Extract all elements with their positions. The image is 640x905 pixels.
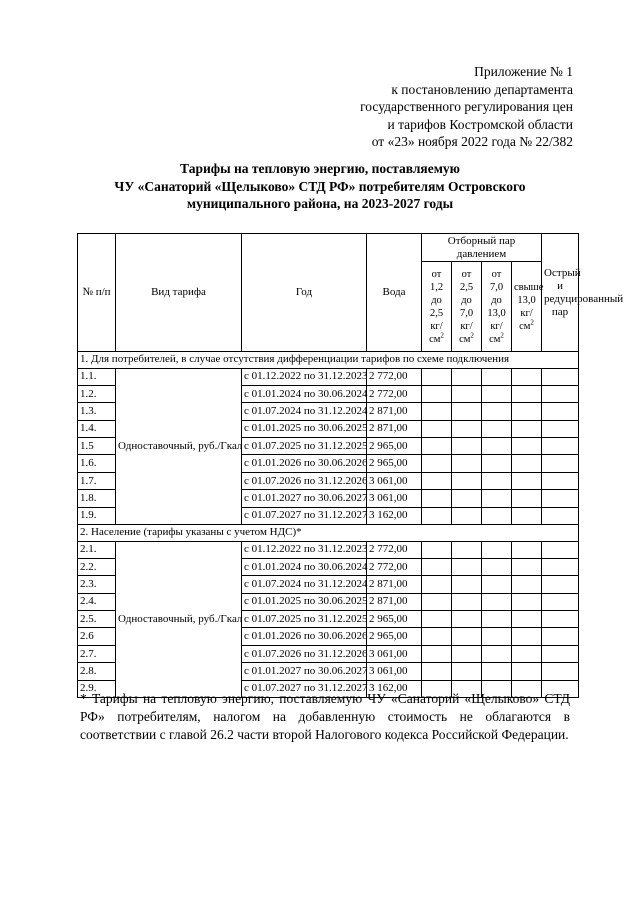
empty-cell — [482, 420, 512, 437]
empty-cell — [452, 558, 482, 575]
empty-cell — [422, 403, 452, 420]
empty-cell — [512, 558, 542, 575]
row-number: 1.2. — [78, 385, 116, 402]
empty-cell — [512, 507, 542, 524]
row-water-value: 2 965,00 — [367, 455, 422, 472]
row-period: с 01.07.2027 по 31.12.2027 — [242, 680, 367, 697]
row-water-value: 2 871,00 — [367, 420, 422, 437]
row-number: 2.6 — [78, 628, 116, 645]
empty-cell — [452, 593, 482, 610]
empty-cell — [482, 490, 512, 507]
appendix-line: Приложение № 1 — [474, 64, 573, 79]
empty-cell — [482, 403, 512, 420]
table-row — [78, 541, 579, 558]
empty-cell — [452, 385, 482, 402]
row-number: 2.1. — [78, 541, 116, 558]
empty-cell — [452, 403, 482, 420]
appendix-line: к постановлению департамента — [391, 81, 573, 97]
row-number: 2.2. — [78, 558, 116, 575]
empty-cell — [452, 455, 482, 472]
empty-cell — [482, 438, 512, 455]
table-row — [78, 368, 579, 385]
table-body — [78, 352, 579, 698]
empty-cell — [512, 490, 542, 507]
header-kind: Вид тарифа — [116, 234, 242, 352]
empty-cell — [452, 507, 482, 524]
row-number: 1.7. — [78, 472, 116, 489]
empty-cell — [482, 541, 512, 558]
empty-cell — [482, 368, 512, 385]
empty-cell — [482, 611, 512, 628]
empty-cell — [482, 628, 512, 645]
row-period: с 01.07.2025 по 31.12.2025 — [242, 611, 367, 628]
row-number: 1.3. — [78, 403, 116, 420]
empty-cell — [512, 472, 542, 489]
tariff-kind: Одноставочный, руб./Гкал — [116, 368, 242, 525]
row-water-value: 3 162,00 — [367, 680, 422, 697]
empty-cell — [452, 368, 482, 385]
row-number: 2.5. — [78, 611, 116, 628]
header-sharp-steam: Острый и редуцированный пар — [542, 234, 579, 352]
empty-cell — [542, 455, 579, 472]
empty-cell — [422, 385, 452, 402]
empty-cell — [482, 576, 512, 593]
empty-cell — [512, 438, 542, 455]
empty-cell — [452, 472, 482, 489]
empty-cell — [542, 507, 579, 524]
row-period: с 01.01.2024 по 30.06.2024 — [242, 558, 367, 575]
title-line: Тарифы на тепловую энергию, поставляемую — [180, 161, 460, 176]
empty-cell — [542, 593, 579, 610]
tariff-table — [77, 233, 624, 698]
section-title: 2. Население (тарифы указаны с учетом НДС)* — [78, 525, 579, 542]
tariff-kind: Одноставочный, руб./Гкал — [116, 541, 242, 698]
row-number: 2.8. — [78, 663, 116, 680]
empty-cell — [422, 490, 452, 507]
empty-cell — [452, 611, 482, 628]
empty-cell — [542, 438, 579, 455]
header-steam-group: Отборный пар давлением — [422, 234, 542, 262]
row-number: 1.5 — [78, 438, 116, 455]
empty-cell — [542, 611, 579, 628]
row-number: 1.9. — [78, 507, 116, 524]
header-steam-3: от 7,0 до 13,0 $кг/см^2$ — [482, 262, 512, 352]
empty-cell — [542, 663, 579, 680]
empty-cell — [422, 628, 452, 645]
empty-cell — [512, 455, 542, 472]
empty-cell — [482, 385, 512, 402]
empty-cell — [542, 541, 579, 558]
empty-cell — [422, 593, 452, 610]
row-number: 2.3. — [78, 576, 116, 593]
empty-cell — [542, 490, 579, 507]
row-number: 2.9. — [78, 680, 116, 697]
empty-cell — [422, 420, 452, 437]
empty-cell — [452, 576, 482, 593]
empty-cell — [452, 490, 482, 507]
footnote: * Тарифы на тепловую энергию, поставляемую ЧУ «Санаторий «Щелыково» СТД РФ» потребителям, налогом на добавленную стоимость не облагаются в соответствии с главой 26.2 части второй Налогового кодекса Российской Федерации. — [80, 691, 570, 742]
empty-cell — [422, 438, 452, 455]
row-water-value: 2 965,00 — [367, 628, 422, 645]
empty-cell — [512, 576, 542, 593]
header-water: Вода — [367, 234, 422, 352]
empty-cell — [422, 611, 452, 628]
row-period: с 01.07.2024 по 31.12.2024 — [242, 403, 367, 420]
header-steam-4: свыше 13,0 $кг/см^2$ — [512, 262, 542, 352]
section-row — [78, 525, 579, 542]
row-water-value: 3 061,00 — [367, 472, 422, 489]
empty-cell — [512, 628, 542, 645]
empty-cell — [542, 576, 579, 593]
empty-cell — [542, 403, 579, 420]
row-period: с 01.01.2026 по 30.06.2026 — [242, 628, 367, 645]
empty-cell — [542, 472, 579, 489]
row-water-value: 2 871,00 — [367, 576, 422, 593]
row-number: 1.6. — [78, 455, 116, 472]
row-number: 2.7. — [78, 645, 116, 662]
section-row — [78, 352, 579, 369]
row-period: с 01.01.2027 по 30.06.2027 — [242, 663, 367, 680]
row-water-value: 2 772,00 — [367, 558, 422, 575]
row-number: 2.4. — [78, 593, 116, 610]
row-water-value: 3 061,00 — [367, 663, 422, 680]
appendix-line: от «23» ноября 2022 года № 22/382 — [371, 134, 573, 149]
row-water-value: 2 871,00 — [367, 403, 422, 420]
empty-cell — [482, 472, 512, 489]
empty-cell — [482, 455, 512, 472]
row-period: с 01.07.2026 по 31.12.2026 — [242, 472, 367, 489]
empty-cell — [542, 645, 579, 662]
row-period: с 01.12.2022 по 31.12.2023 — [242, 368, 367, 385]
empty-cell — [512, 541, 542, 558]
empty-cell — [482, 507, 512, 524]
empty-cell — [452, 541, 482, 558]
empty-cell — [452, 628, 482, 645]
empty-cell — [512, 663, 542, 680]
empty-cell — [422, 507, 452, 524]
empty-cell — [452, 438, 482, 455]
row-period: с 01.12.2022 по 31.12.2023 — [242, 541, 367, 558]
row-water-value: 2 965,00 — [367, 438, 422, 455]
appendix-line: и тарифов Костромской области — [387, 116, 573, 132]
title-line: муниципального района, на 2023-2027 годы — [186, 196, 454, 211]
row-period: с 01.01.2024 по 30.06.2024 — [242, 385, 367, 402]
header-steam-1: от 1,2 до 2,5 $кг/см^2$ — [422, 262, 452, 352]
empty-cell — [452, 420, 482, 437]
row-water-value: 2 965,00 — [367, 611, 422, 628]
row-period: с 01.07.2025 по 31.12.2025 — [242, 438, 367, 455]
row-period: с 01.07.2027 по 31.12.2027 — [242, 507, 367, 524]
header-num: № п/п — [78, 234, 116, 352]
empty-cell — [422, 558, 452, 575]
empty-cell — [512, 403, 542, 420]
row-water-value: 2 871,00 — [367, 593, 422, 610]
row-water-value: 2 772,00 — [367, 541, 422, 558]
row-period: с 01.07.2026 по 31.12.2026 — [242, 645, 367, 662]
empty-cell — [482, 645, 512, 662]
empty-cell — [512, 368, 542, 385]
row-water-value: 2 772,00 — [367, 368, 422, 385]
empty-cell — [482, 558, 512, 575]
row-water-value: 2 772,00 — [367, 385, 422, 402]
row-water-value: 3 162,00 — [367, 507, 422, 524]
empty-cell — [512, 611, 542, 628]
empty-cell — [512, 385, 542, 402]
empty-cell — [542, 420, 579, 437]
empty-cell — [452, 663, 482, 680]
empty-cell — [422, 663, 452, 680]
row-water-value: 3 061,00 — [367, 490, 422, 507]
row-period: с 01.07.2024 по 31.12.2024 — [242, 576, 367, 593]
empty-cell — [422, 645, 452, 662]
empty-cell — [542, 385, 579, 402]
empty-cell — [512, 593, 542, 610]
empty-cell — [542, 368, 579, 385]
appendix-line: государственного регулирования цен — [360, 99, 573, 114]
row-number: 1.4. — [78, 420, 116, 437]
empty-cell — [452, 645, 482, 662]
empty-cell — [422, 472, 452, 489]
empty-cell — [512, 645, 542, 662]
empty-cell — [542, 558, 579, 575]
empty-cell — [422, 455, 452, 472]
empty-cell — [422, 576, 452, 593]
section-title: 1. Для потребителей, в случае отсутствия дифференциации тарифов по схеме подключения — [78, 352, 579, 369]
row-number: 1.1. — [78, 368, 116, 385]
empty-cell — [422, 541, 452, 558]
row-period: с 01.01.2025 по 30.06.2025 — [242, 420, 367, 437]
row-water-value: 3 061,00 — [367, 645, 422, 662]
row-number: 1.8. — [78, 490, 116, 507]
row-period: с 01.01.2025 по 30.06.2025 — [242, 593, 367, 610]
title-line: ЧУ «Санаторий «Щелыково» СТД РФ» потребителям Островского — [114, 178, 526, 194]
header-year: Год — [242, 234, 367, 352]
row-period: с 01.01.2027 по 30.06.2027 — [242, 490, 367, 507]
document-title — [70, 160, 570, 213]
empty-cell — [542, 628, 579, 645]
empty-cell — [482, 663, 512, 680]
empty-cell — [482, 593, 512, 610]
row-period: с 01.01.2026 по 30.06.2026 — [242, 455, 367, 472]
empty-cell — [512, 420, 542, 437]
appendix-header — [360, 63, 573, 151]
empty-cell — [422, 368, 452, 385]
header-steam-2: от 2,5 до 7,0 $кг/см^2$ — [452, 262, 482, 352]
